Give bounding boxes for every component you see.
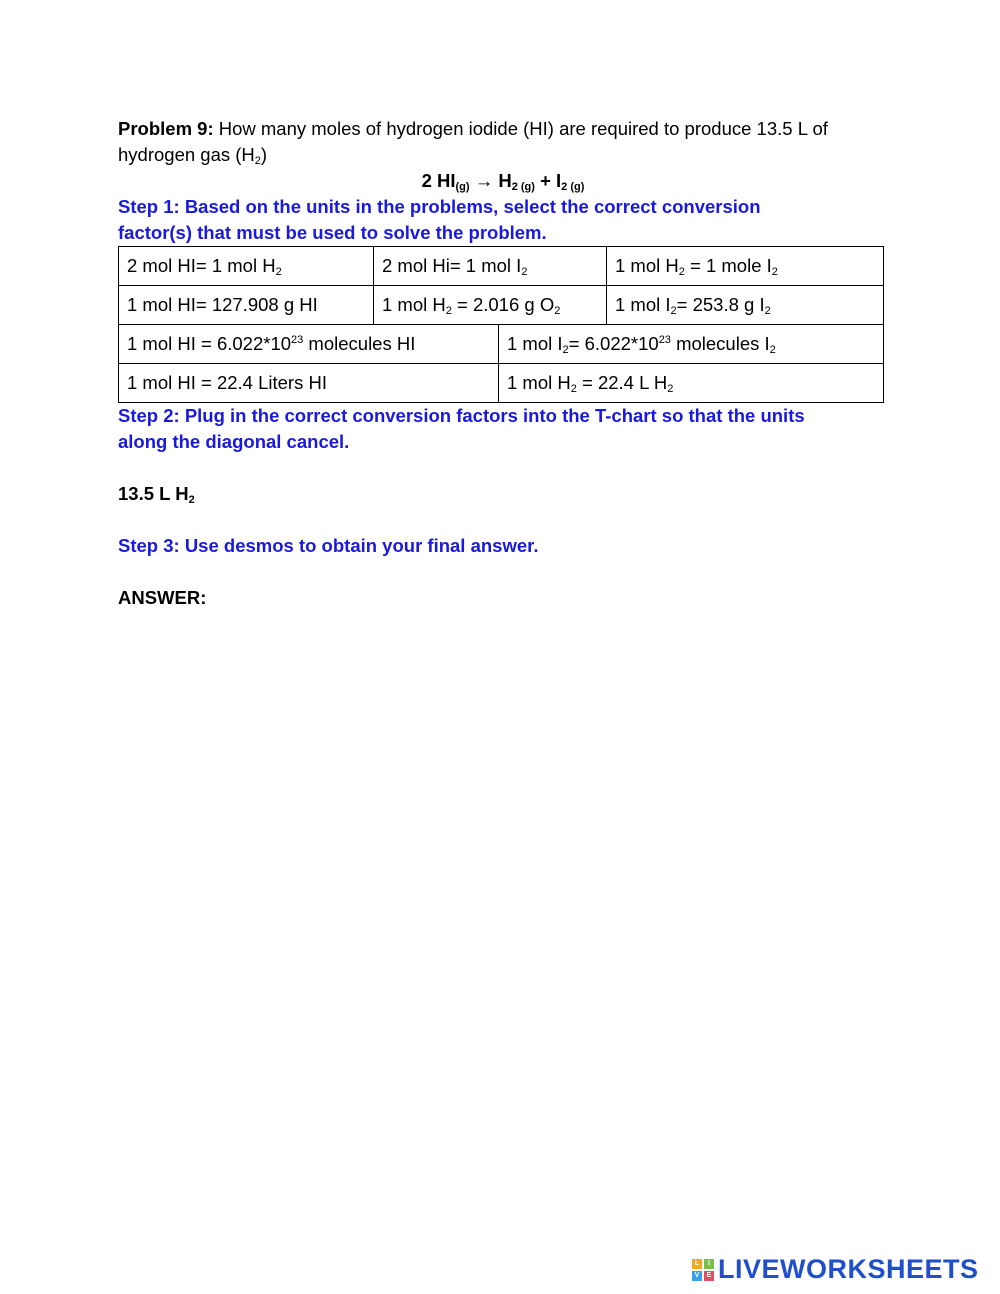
table-cell: 1 mol $I_2= 6.022*10^{23}$ molecules $I_2$ bbox=[499, 324, 884, 363]
liveworksheets-logo bbox=[692, 1254, 979, 1285]
table-cell: 1 mol $H_2 = 22.4$ L $H_2$ bbox=[499, 363, 884, 402]
logo-text: LIVEWORKSHEETS bbox=[718, 1254, 979, 1284]
table-cell: 2 mol HI= 1 mol $H_2$ bbox=[119, 247, 374, 286]
table-cell: 1 mol $I_2= 253.8$ g $I_2$ bbox=[607, 286, 884, 325]
table-row bbox=[119, 247, 884, 286]
table-cell: 1 mol HI = 22.4 Liters HI bbox=[119, 363, 499, 402]
table-cell: 1 mol $H_2 = 1$ mole $I_2$ bbox=[607, 247, 884, 286]
table-cell: 1 mol HI = $6.022*10^{23}$ molecules HI bbox=[119, 324, 499, 363]
table-cell: 1 mol $H_2 = 2.016$ g $O_2$ bbox=[374, 286, 607, 325]
chemical-equation: 2 $HI_{(g)} \to H_{2 (g)} + I_{2 (g)}$ bbox=[421, 170, 585, 193]
step3-instruction: Step 3: Use desmos to obtain your final answer. bbox=[118, 534, 539, 556]
worksheet-page bbox=[118, 116, 888, 611]
step1-instruction: Step 1: Based on the units in the problems, select the correct conversion factor(s) that must be used to solve the problem. bbox=[118, 196, 761, 243]
table-row bbox=[119, 363, 884, 402]
conversion-factor-table bbox=[118, 246, 884, 325]
table-cell: 1 mol HI= 127.908 g HI bbox=[119, 286, 374, 325]
table-cell: 2 mol Hi= 1 mol $I_2$ bbox=[374, 247, 607, 286]
step2-instruction: Step 2: Plug in the correct conversion factors into the T-chart so that the units along the diagonal cancel. bbox=[118, 404, 805, 452]
table-row bbox=[119, 286, 884, 325]
answer-label: ANSWER: bbox=[118, 586, 207, 608]
conversion-factor-table-lower bbox=[118, 324, 884, 403]
problem-statement: Problem 9: How many moles of hydrogen iodide (HI) are required to produce 13.5 L of hydrogen gas $(H_2)$ bbox=[118, 118, 828, 167]
given-quantity: 13.5 L $H_2$ bbox=[118, 482, 195, 506]
table-row bbox=[119, 324, 884, 363]
logo-squares-icon: L I V E bbox=[692, 1259, 714, 1281]
problem-label: Problem 9: bbox=[118, 118, 214, 139]
